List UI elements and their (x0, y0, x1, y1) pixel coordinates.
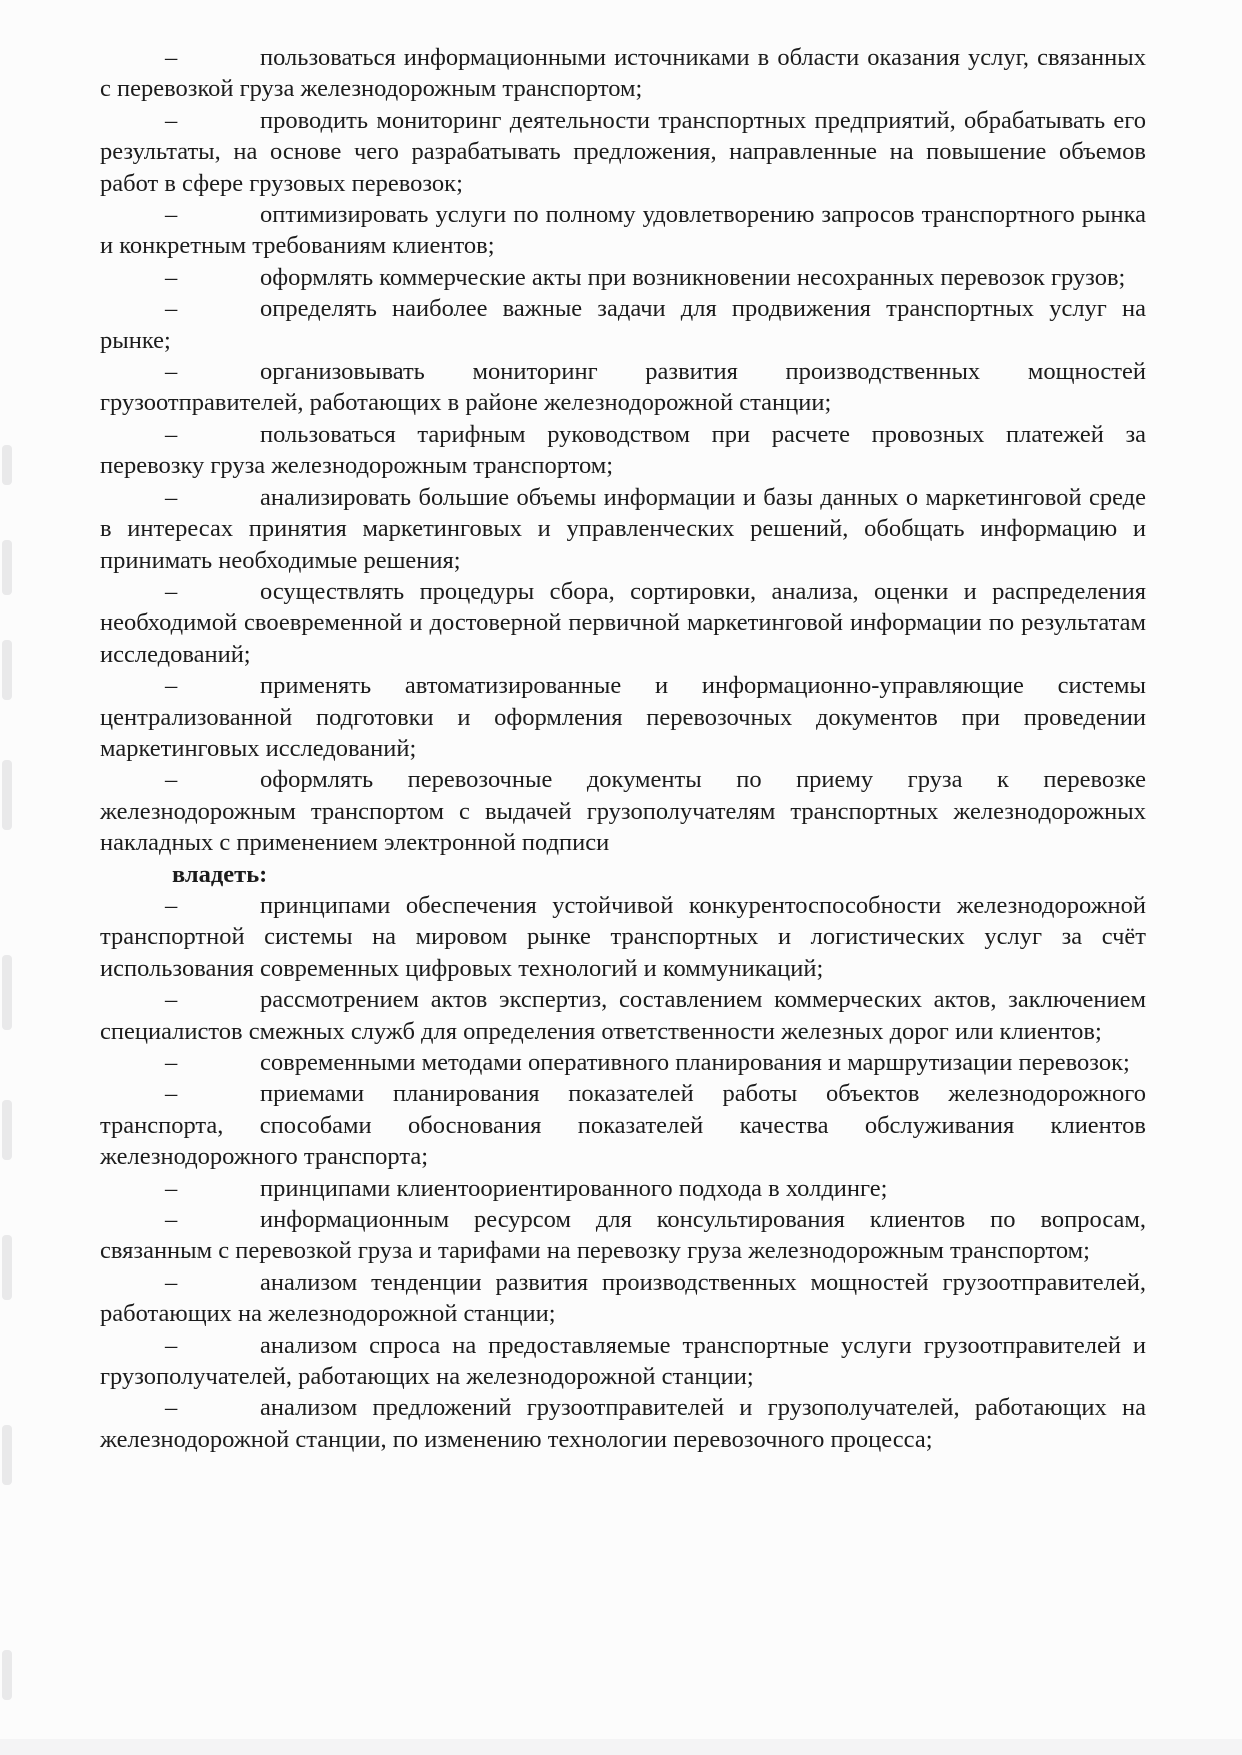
scan-artifact (2, 445, 12, 485)
list-item-text: применять автоматизированные и информационно-управляющие системы централизованной подготовки и оформления перевозочных документов при проведении маркетинговых исследований; (100, 672, 1146, 762)
scan-artifact (2, 955, 12, 1030)
list-item-text: рассмотрением актов экспертиз, составлением коммерческих актов, заключением специалистов смежных служб для определения ответственности железных дорог или клиентов; (100, 986, 1146, 1045)
list-item (100, 199, 1146, 262)
bullet-dash: – (165, 577, 178, 605)
list-item-text: пользоваться информационными источниками в области оказания услуг, связанных с перевозкой груза железнодорожным транспортом; (100, 44, 1146, 103)
section-heading-text: владеть: (172, 860, 268, 888)
list-item (100, 1173, 1146, 1204)
bullet-dash: – (165, 358, 178, 386)
bullet-dash: – (165, 1049, 178, 1076)
bullet-dash: – (165, 1331, 178, 1359)
bullet-dash: – (165, 44, 178, 71)
scan-artifact (2, 1100, 12, 1160)
bullet-dash: – (165, 1174, 178, 1202)
list-item (100, 419, 1146, 482)
section-heading-vladet (100, 859, 1146, 890)
list-item-text: приемами планирования показателей работы объектов железнодорожного транспорта, способами обоснования показателей качества обслуживания клиентов железнодорожного транспорта; (100, 1080, 1146, 1171)
bullet-dash: – (165, 891, 178, 919)
list-item-text: оформлять перевозочные документы по приему груза к перевозке железнодорожным транспортом с выдачей грузополучателям транспортных железнодорожных накладных с применением электронной подписи (100, 766, 1146, 857)
list-item (100, 890, 1146, 984)
list-item-text: принципами обеспечения устойчивой конкурентоспособности железнодорожной транспортной системы на мировом рынке транспортных и логистических услуг за счёт использования современных цифровых технологий и коммуникаций; (100, 891, 1146, 982)
scan-artifact (2, 1425, 12, 1485)
list-item (100, 576, 1146, 670)
list-item (100, 1047, 1146, 1078)
bullet-dash: – (165, 420, 178, 448)
list-item-text: анализировать большие объемы информации и базы данных о маркетинговой среде в интересах принятия маркетинговых и управленческих решений, обобщать информацию и принимать необходимые решения; (100, 483, 1146, 574)
bullet-dash: – (165, 295, 178, 323)
scan-artifact (2, 1235, 12, 1300)
list-item (100, 984, 1146, 1047)
bullet-dash: – (165, 986, 178, 1014)
list-item-text: определять наиболее важные задачи для продвижения транспортных услуг на рынке; (100, 295, 1146, 354)
list-item-text: информационным ресурсом для консультирования клиентов по вопросам, связанным с перевозкой груза и тарифами на перевозку груза железнодорожным транспортом; (100, 1206, 1146, 1265)
scan-bottom-edge (0, 1739, 1242, 1755)
scan-artifact (2, 540, 12, 595)
list-item (100, 1204, 1146, 1267)
bullet-dash: – (165, 483, 178, 511)
list-item (100, 105, 1146, 199)
list-item (100, 1078, 1146, 1172)
list-item (100, 1330, 1146, 1393)
list-item (100, 670, 1146, 764)
list-item-text: оформлять коммерческие акты при возникновении несохранных перевозок грузов; (260, 263, 1126, 291)
bullet-dash: – (165, 1268, 178, 1296)
list-item (100, 42, 1146, 105)
list-item-text: проводить мониторинг деятельности транспортных предприятий, обрабатывать его результаты, на основе чего разрабатывать предложения, направленные на повышение объемов работ в сфере грузовых перевозок; (100, 106, 1146, 197)
bullet-dash: – (165, 672, 178, 700)
scan-artifact (2, 640, 12, 700)
bullet-dash: – (165, 106, 178, 134)
list-item-text: анализом тенденции развития производственных мощностей грузоотправителей, работающих на железнодорожной станции; (100, 1268, 1146, 1328)
list-item-text: организовывать мониторинг развития производственных мощностей грузоотправителей, работающих в районе железнодорожной станции; (100, 358, 1146, 417)
list-item (100, 764, 1146, 858)
scan-artifact (2, 1650, 12, 1700)
list-item (100, 1267, 1146, 1330)
bullet-dash: – (165, 263, 178, 291)
list-item-text: анализом спроса на предоставляемые транспортные услуги грузоотправителей и грузополучателей, работающих на железнодорожной станции; (100, 1331, 1146, 1391)
bullet-dash: – (165, 1394, 178, 1422)
list-item (100, 1392, 1146, 1455)
list-item-text: осуществлять процедуры сбора, сортировки, анализа, оценки и распределения необходимой своевременной и достоверной первичной маркетинговой информации по результатам исследований; (100, 577, 1146, 668)
list-item (100, 262, 1146, 293)
list-item-text: пользоваться тарифным руководством при расчете провозных платежей за перевозку груза железнодорожным транспортом; (100, 420, 1146, 480)
list-item (100, 293, 1146, 356)
list-item (100, 482, 1146, 576)
scan-artifact (2, 760, 12, 830)
list-item-text: современными методами оперативного планирования и маршрутизации перевозок; (260, 1049, 1130, 1076)
bullet-dash: – (165, 1080, 178, 1108)
bullet-dash: – (165, 766, 178, 794)
list-item-text: принципами клиентоориентированного подхода в холдинге; (260, 1174, 888, 1202)
bullet-dash: – (165, 1206, 178, 1234)
list-item-text: анализом предложений грузоотправителей и грузополучателей, работающих на железнодорожной станции, по изменению технологии перевозочного процесса; (100, 1394, 1146, 1453)
list-item (100, 356, 1146, 419)
document-text-block (100, 42, 1146, 1455)
list-item-text: оптимизировать услуги по полному удовлетворению запросов транспортного рынка и конкретным требованиям клиентов; (100, 201, 1146, 260)
bullet-dash: – (165, 201, 178, 229)
